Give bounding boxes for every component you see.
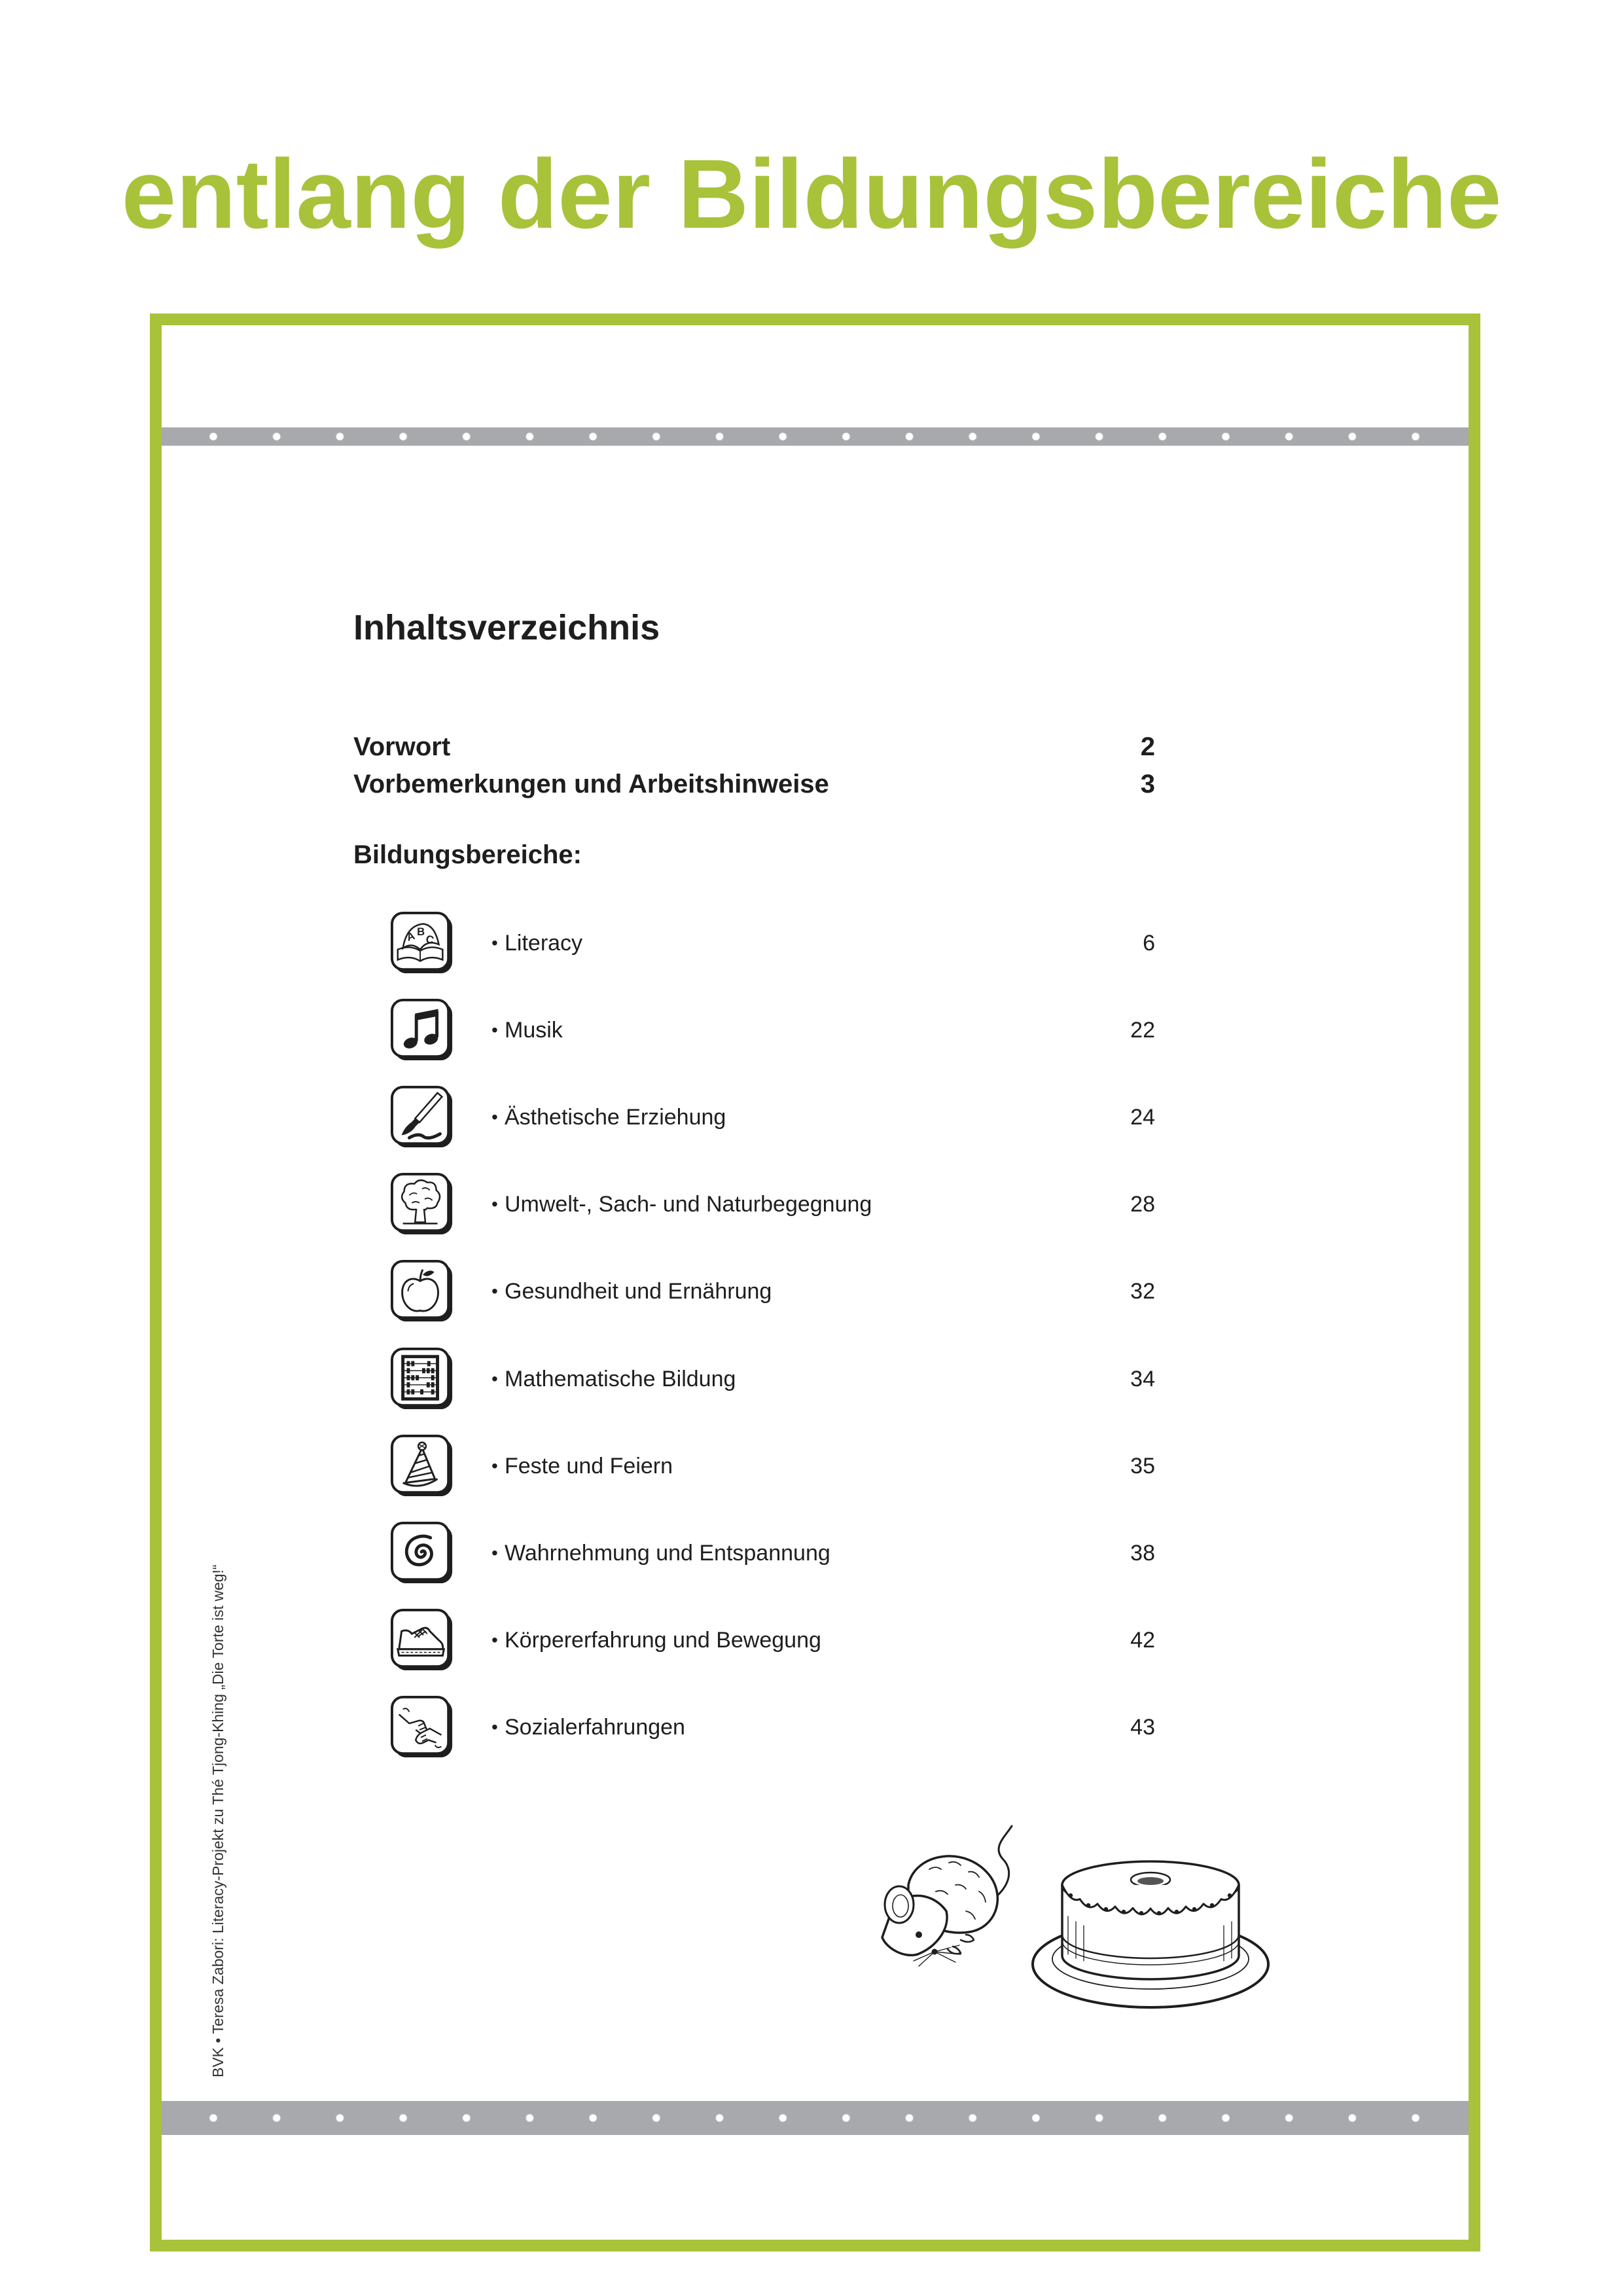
toc-entry bbox=[390, 1259, 1155, 1324]
toc-section-heading: Bildungsbereiche: bbox=[353, 840, 582, 869]
toc-bullet: • bbox=[491, 933, 498, 953]
toc-entry-label: Musik bbox=[505, 1018, 563, 1043]
toc-entry-page: 6 bbox=[1143, 931, 1155, 956]
bottom-dotted-strip bbox=[162, 2101, 1469, 2135]
icon-letter: C bbox=[424, 932, 435, 947]
toc-heading: Inhaltsverzeichnis bbox=[353, 608, 660, 647]
page-title: entlang der Bildungsbereiche bbox=[121, 139, 1502, 249]
toc-entry bbox=[390, 1085, 1155, 1150]
toc-entry-label: Feste und Feiern bbox=[505, 1454, 673, 1479]
toc-entry-label: Mathematische Bildung bbox=[505, 1367, 736, 1391]
toc-entry bbox=[390, 1172, 1155, 1237]
party-hat-icon bbox=[390, 1434, 454, 1498]
toc-entry-label: Literacy bbox=[505, 931, 583, 956]
copyright-credit: BVK • Teresa Zabori: Literacy-Projekt zu Thé Tjong-Khing „Die Torte ist weg!“ bbox=[209, 1564, 226, 2077]
toc-bullet: • bbox=[491, 1543, 498, 1563]
toc-entry-page: 3 bbox=[1140, 770, 1155, 798]
toc-entry-label: Gesundheit und Ernährung bbox=[505, 1279, 772, 1304]
toc-entry bbox=[390, 1433, 1155, 1499]
music-notes-icon bbox=[390, 998, 454, 1062]
toc-entry-page: 22 bbox=[1130, 1018, 1155, 1043]
toc-entry bbox=[390, 997, 1155, 1063]
spiral-icon bbox=[390, 1521, 454, 1585]
mouse-illustration bbox=[882, 1826, 1012, 1966]
toc-entry-page: 32 bbox=[1130, 1279, 1155, 1304]
top-dotted-strip bbox=[162, 427, 1469, 446]
abc-book-icon bbox=[390, 911, 454, 975]
toc-entry-label: Vorwort bbox=[353, 732, 451, 761]
illustration bbox=[851, 1806, 1309, 2029]
toc-entry-label: Wahrnehmung und Entspannung bbox=[505, 1541, 830, 1566]
toc-front-matter-entry bbox=[353, 771, 1155, 797]
toc-entry-label: Sozialerfahrungen bbox=[505, 1715, 685, 1740]
toc-entry-page: 24 bbox=[1130, 1105, 1155, 1130]
cake-illustration bbox=[1033, 1861, 1268, 2007]
toc-entry-page: 38 bbox=[1130, 1541, 1155, 1566]
sneaker-icon bbox=[390, 1608, 454, 1672]
toc-entry bbox=[390, 1695, 1155, 1760]
toc-front-matter-entry bbox=[353, 734, 1155, 760]
toc-bullet: • bbox=[491, 1194, 498, 1214]
toc-entry bbox=[390, 910, 1155, 976]
toc-entry-label: Ästhetische Erziehung bbox=[505, 1105, 726, 1130]
toc-bullet: • bbox=[491, 1456, 498, 1476]
toc-bullet: • bbox=[491, 1107, 498, 1127]
paintbrush-icon bbox=[390, 1085, 454, 1149]
toc-entry-page: 35 bbox=[1130, 1454, 1155, 1479]
icon-letter: A bbox=[404, 929, 417, 944]
toc-bullet: • bbox=[491, 1369, 498, 1389]
toc-entry-page: 28 bbox=[1130, 1192, 1155, 1217]
toc-entry-page: 43 bbox=[1130, 1715, 1155, 1740]
toc-entry bbox=[390, 1346, 1155, 1412]
toc-entry-label: Umwelt-, Sach- und Naturbegegnung bbox=[505, 1192, 872, 1217]
toc-entry-label: Vorbemerkungen und Arbeitshinweise bbox=[353, 770, 829, 798]
toc-entry bbox=[390, 1607, 1155, 1673]
tree-icon bbox=[390, 1172, 454, 1236]
apple-icon bbox=[390, 1259, 454, 1323]
toc-bullet: • bbox=[491, 1717, 498, 1737]
toc-bullet: • bbox=[491, 1020, 498, 1040]
toc-entry-page: 42 bbox=[1130, 1628, 1155, 1653]
icon-letter: B bbox=[417, 925, 425, 939]
abacus-icon bbox=[390, 1347, 454, 1411]
toc-entry bbox=[390, 1520, 1155, 1586]
toc-entry-page: 2 bbox=[1140, 732, 1155, 761]
toc-bullet: • bbox=[491, 1630, 498, 1650]
toc-entry-label: Körpererfahrung und Bewegung bbox=[505, 1628, 821, 1653]
toc-entry-page: 34 bbox=[1130, 1367, 1155, 1391]
handshake-icon bbox=[390, 1695, 454, 1759]
toc-bullet: • bbox=[491, 1281, 498, 1301]
